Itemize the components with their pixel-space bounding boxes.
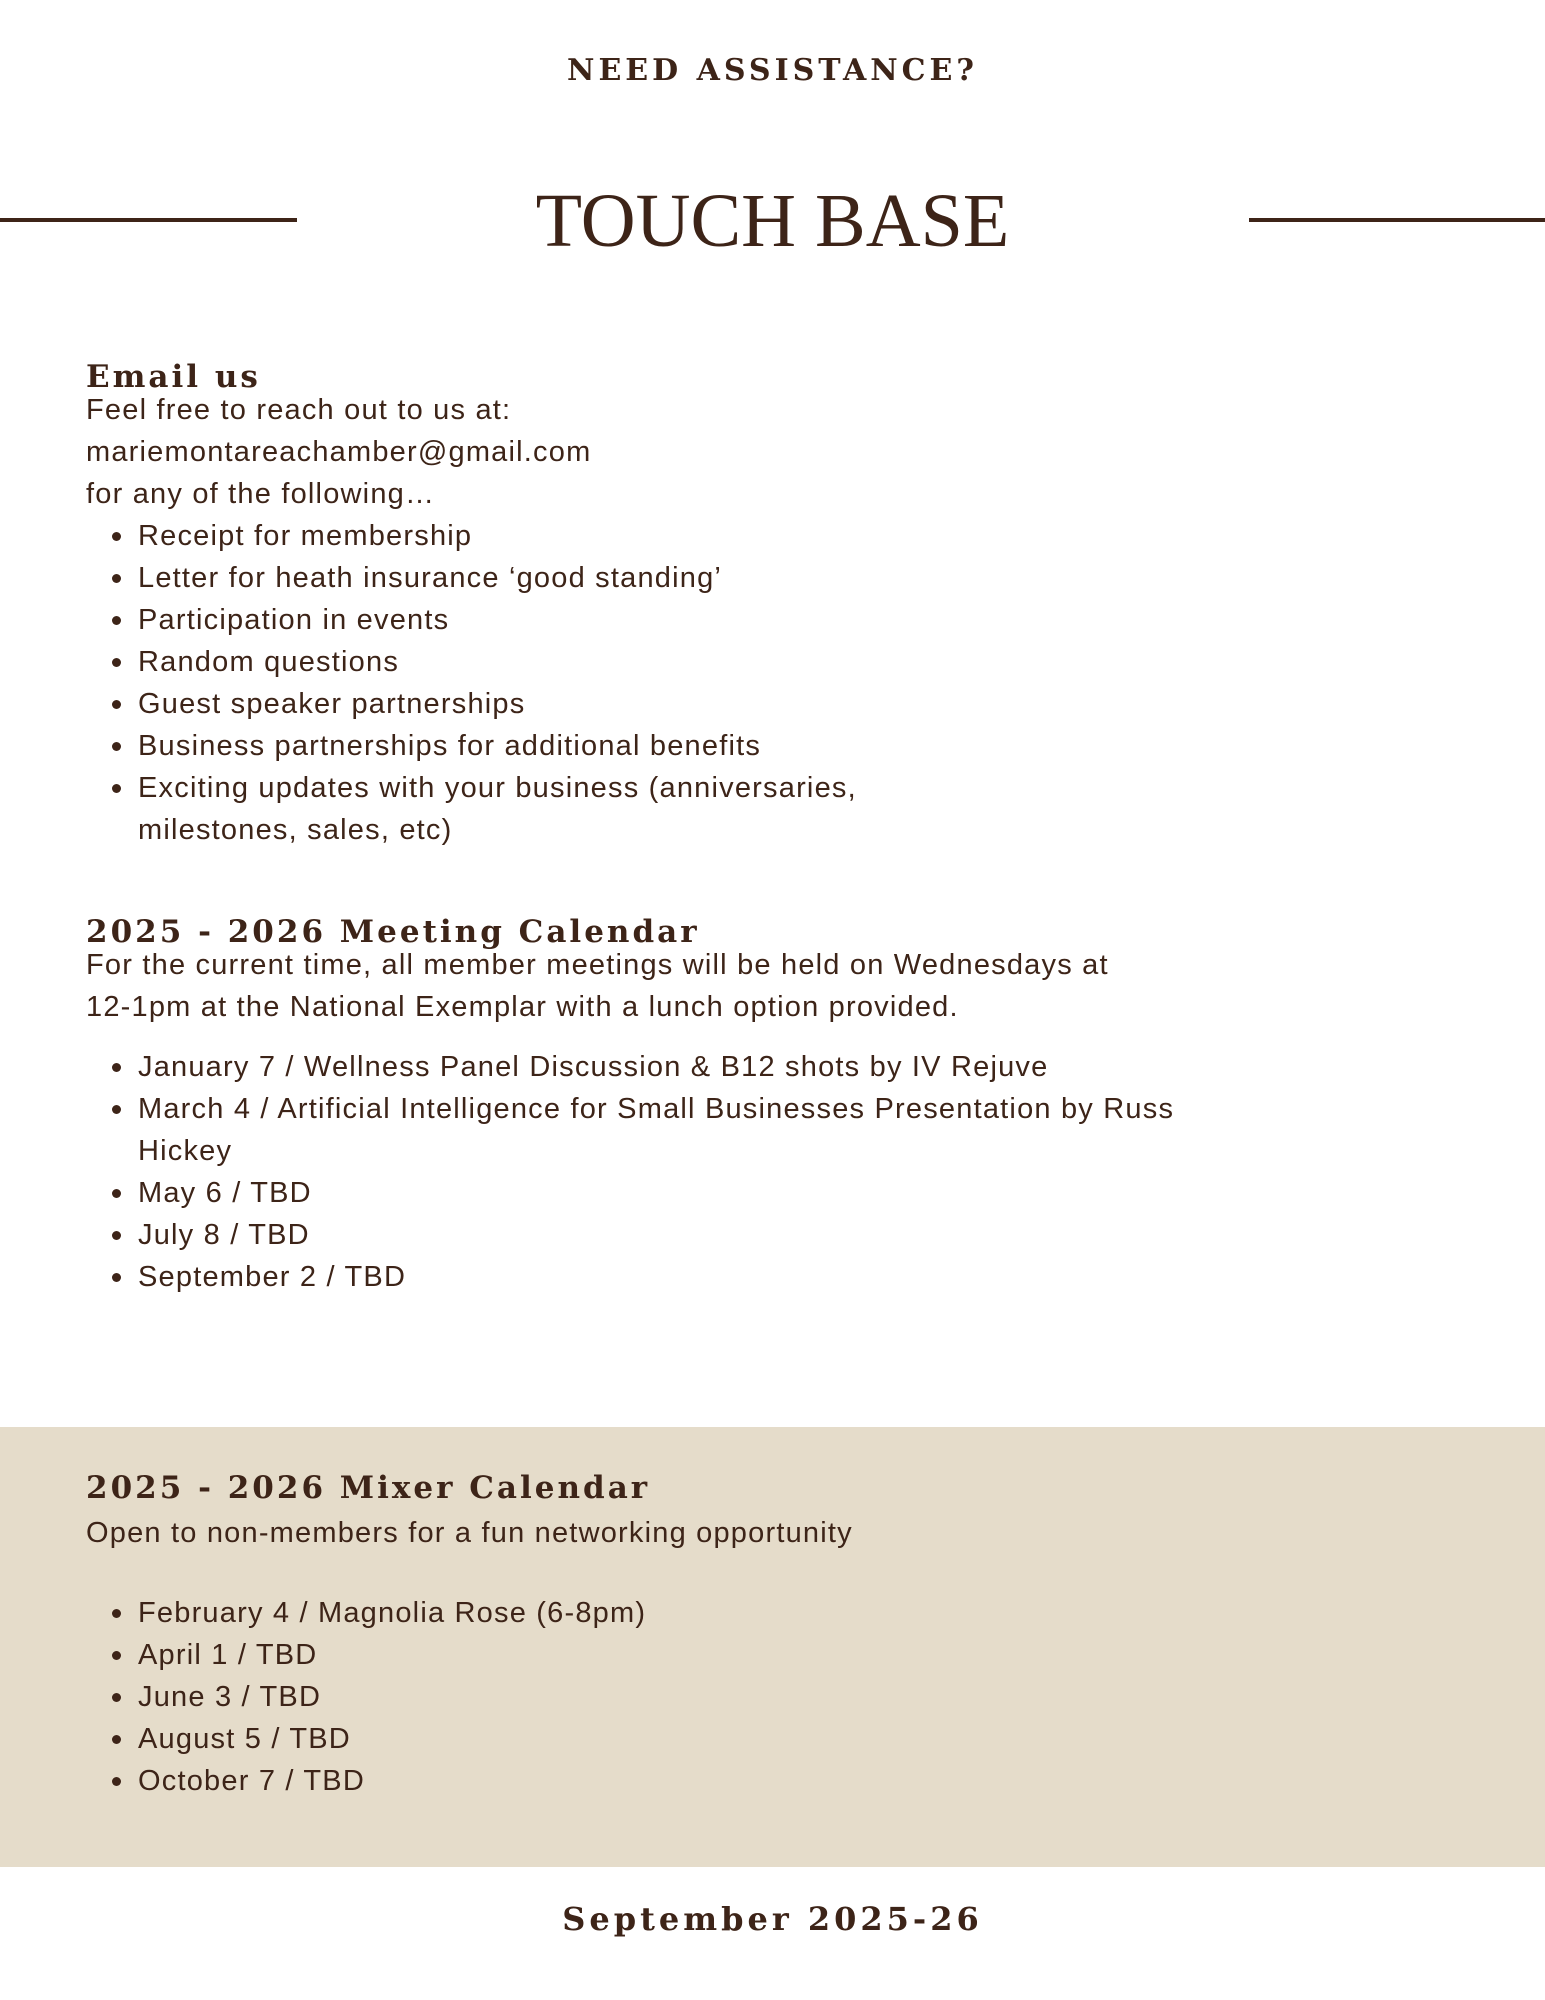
kicker-heading: NEED ASSISTANCE? (567, 53, 978, 88)
list-item: Participation in events (138, 599, 1038, 641)
list-item: June 3 / TBD (138, 1676, 1206, 1718)
email-intro-line: Feel free to reach out to us at: (86, 394, 512, 426)
list-item: July 8 / TBD (138, 1214, 1278, 1256)
list-item: Letter for heath insurance ‘good standing’ (138, 557, 1038, 599)
list-item: Business partnerships for additional benefits (138, 725, 1038, 767)
list-item: Guest speaker partnerships (138, 683, 1038, 725)
mixer-section (86, 1470, 1206, 1802)
mixer-dates-list (86, 1592, 1206, 1802)
email-section (86, 359, 1206, 851)
meeting-heading: 2025 - 2026 Meeting Calendar (86, 914, 700, 950)
list-item: October 7 / TBD (138, 1760, 1206, 1802)
list-item: April 1 / TBD (138, 1634, 1206, 1676)
mixer-intro: Open to non-members for a fun networking opportunity (86, 1517, 853, 1549)
email-heading: Email us (86, 359, 261, 395)
email-topics-list (86, 515, 1038, 851)
list-item: March 4 / Artificial Intelligence for Small Businesses Presentation by Russ Hickey (138, 1088, 1198, 1172)
footer-date: September 2025-26 (562, 1900, 983, 1938)
meeting-intro: For the current time, all member meetings will be held on Wednesdays at 12-1pm at the National Exemplar with a lunch option provided. (86, 949, 1109, 1023)
list-item: February 4 / Magnolia Rose (6-8pm) (138, 1592, 1206, 1634)
email-address-link[interactable]: mariemontareachamber@gmail.com (86, 436, 592, 468)
email-intro-following: for any of the following… (86, 478, 436, 510)
meeting-dates-list (86, 1046, 1278, 1298)
list-item: Receipt for membership (138, 515, 1038, 557)
list-item: August 5 / TBD (138, 1718, 1206, 1760)
list-item: Exciting updates with your business (anniversaries, milestones, sales, etc) (138, 767, 938, 851)
page-title: TOUCH BASE (535, 179, 1010, 263)
list-item: January 7 / Wellness Panel Discussion & B12 shots by IV Rejuve (138, 1046, 1278, 1088)
list-item: September 2 / TBD (138, 1256, 1278, 1298)
meeting-section (86, 914, 1206, 1298)
list-item: Random questions (138, 641, 1038, 683)
mixer-heading: 2025 - 2026 Mixer Calendar (86, 1470, 651, 1506)
list-item: May 6 / TBD (138, 1172, 1278, 1214)
